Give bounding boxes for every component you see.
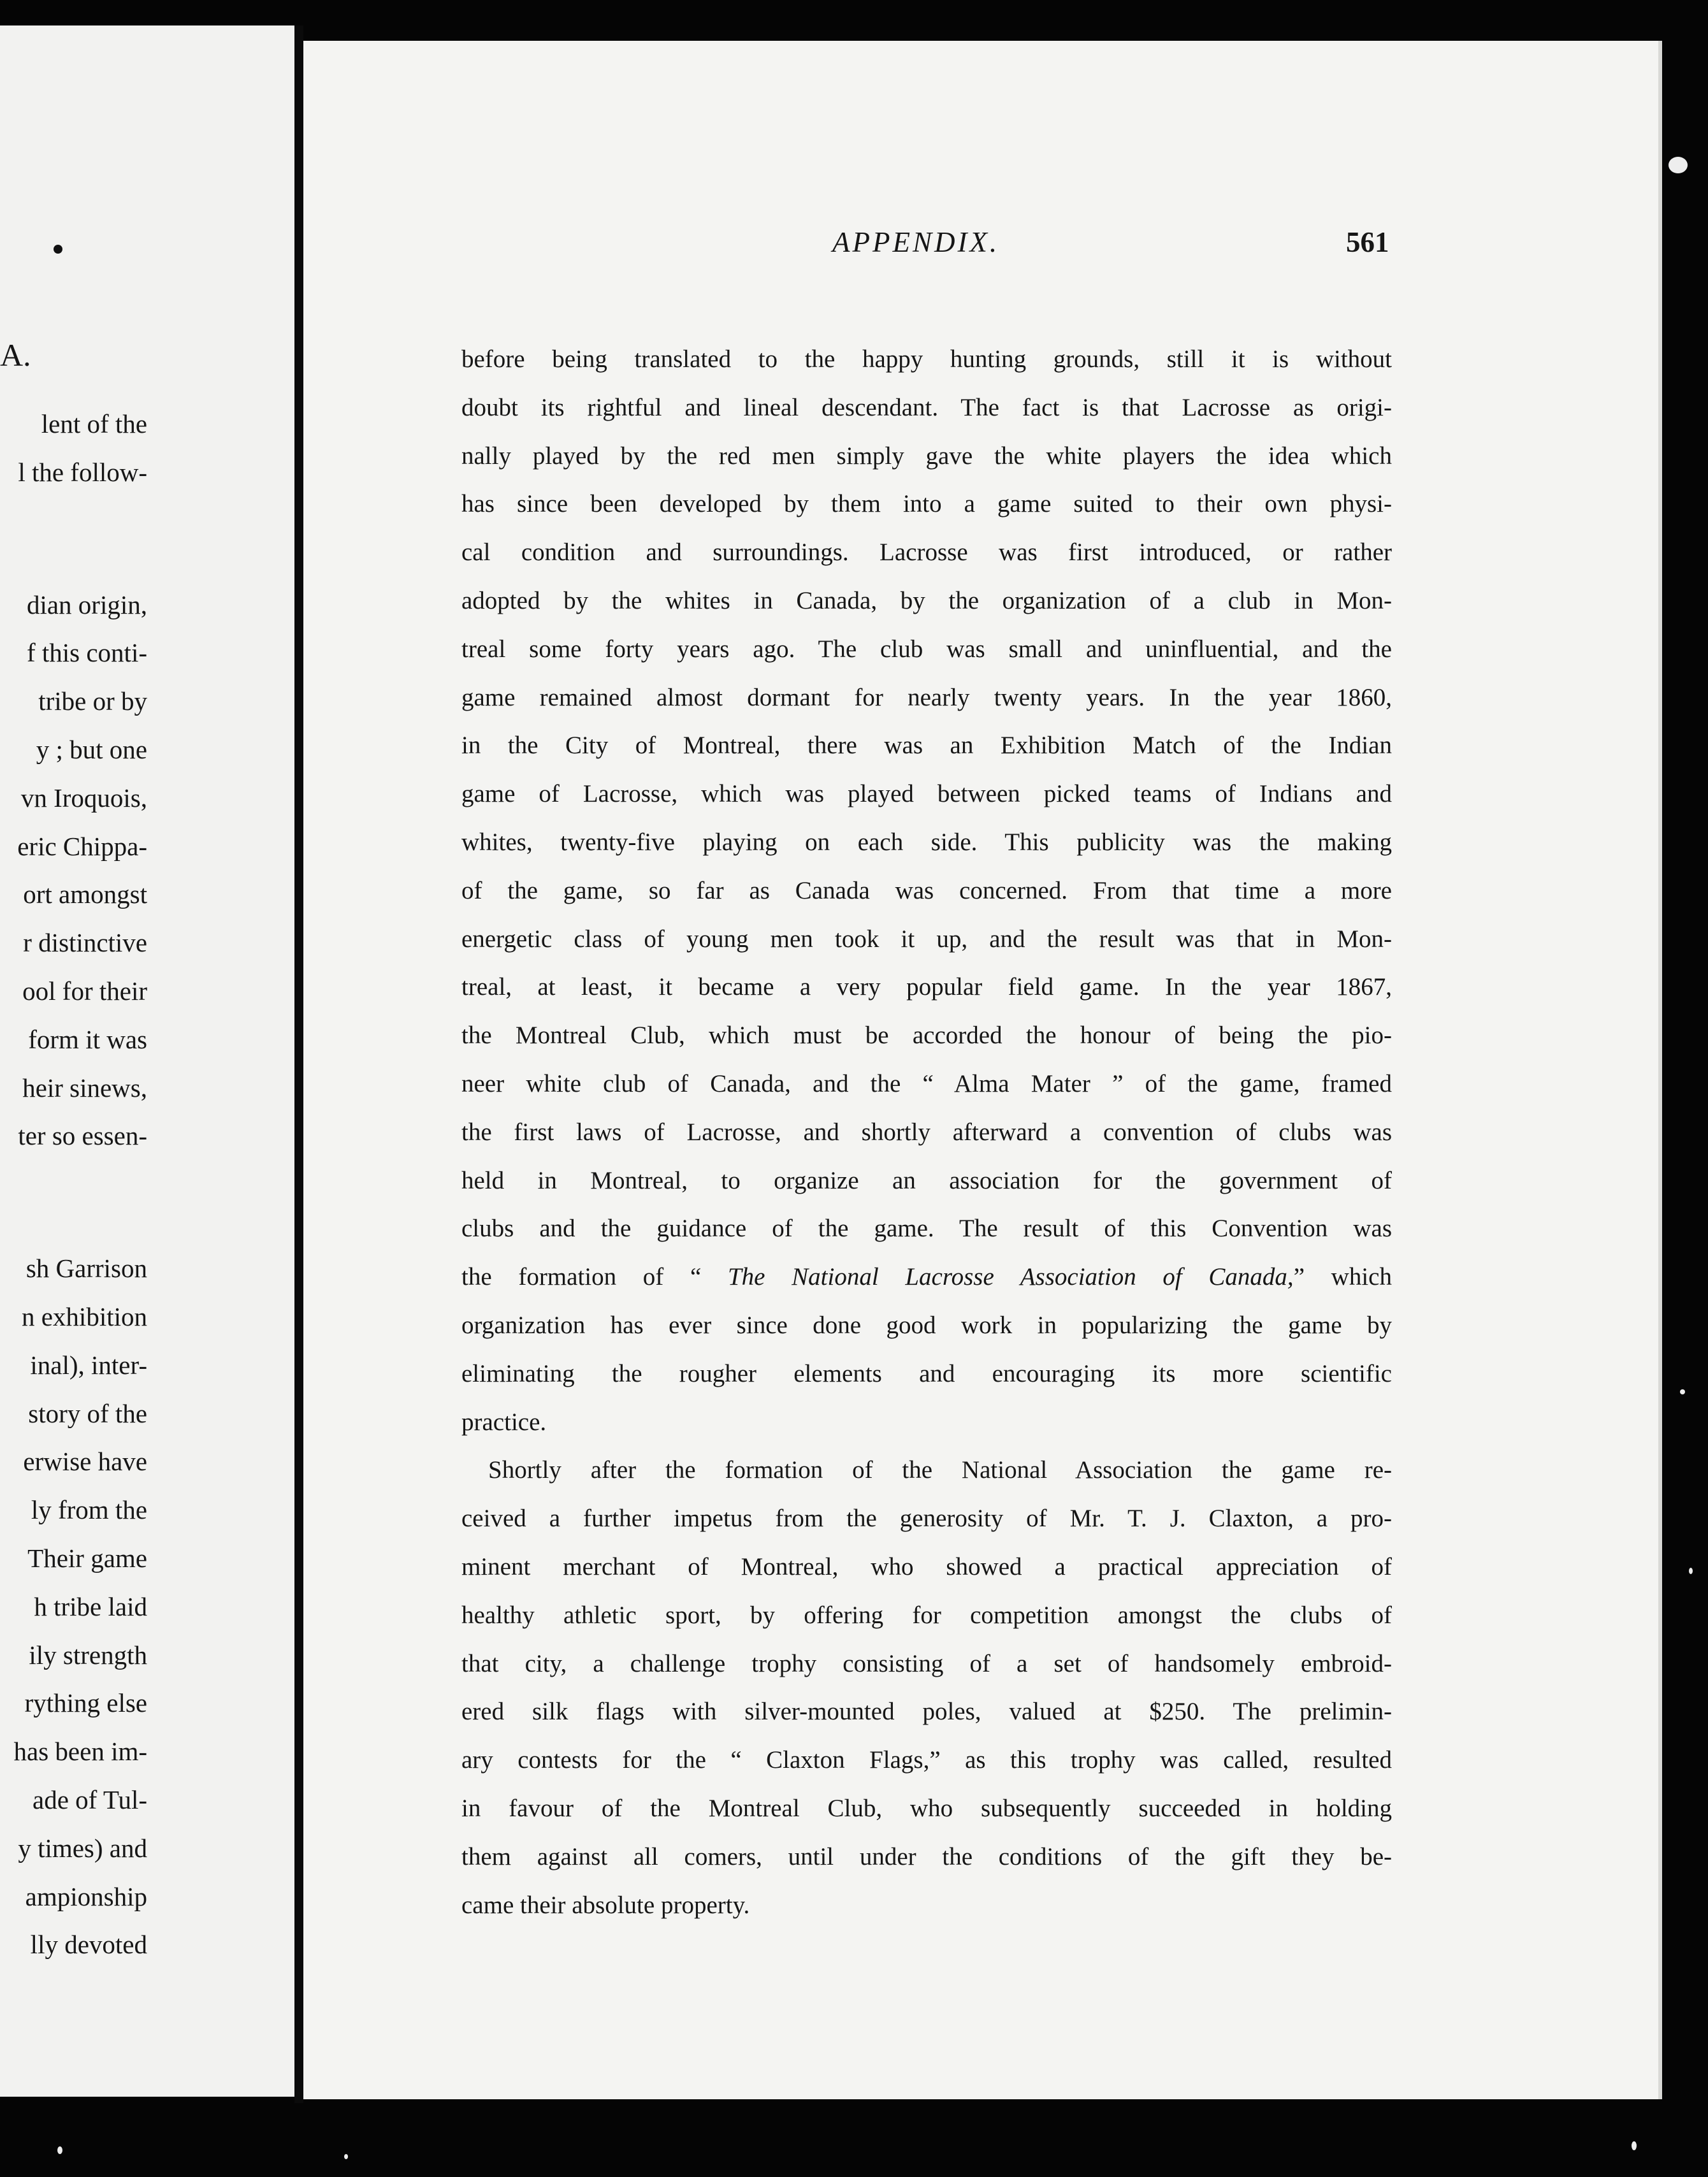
text-line: game remained almost dormant for nearly twenty years. In the year 1860,	[461, 683, 1392, 711]
scan-speck	[57, 2146, 62, 2154]
ink-dot	[54, 245, 62, 254]
left-line: y times) and	[18, 1833, 147, 1863]
text-line: neer white club of Canada, and the “ Alma Mater ” of the game, framed	[461, 1069, 1392, 1097]
left-line: lly devoted	[30, 1930, 147, 1960]
text-line: before being translated to the happy hunting grounds, still it is without	[461, 345, 1392, 373]
scan-speck	[1668, 157, 1688, 173]
left-heading-fragment: A.	[0, 337, 31, 373]
left-line-gap	[14, 1161, 147, 1245]
left-line: ade of Tul-	[33, 1784, 147, 1814]
scan-speck	[1680, 1389, 1685, 1394]
left-line: ort amongst	[23, 879, 147, 909]
text-line: eliminating the rougher elements and encouraging its more scientific	[461, 1359, 1392, 1387]
text-line: ered silk flags with silver-mounted poles, valued at $250. The prelimin-	[461, 1698, 1392, 1726]
text-line: came their absolute property.	[461, 1891, 750, 1919]
text-line: minent merchant of Montreal, who showed a practical appreciation of	[461, 1552, 1392, 1580]
left-line: erwise have	[23, 1447, 147, 1477]
left-line: heir sinews,	[22, 1073, 147, 1103]
scan-speck	[1689, 1568, 1693, 1574]
left-line: tribe or by	[38, 686, 147, 716]
text-fragment: ” which	[1293, 1263, 1392, 1291]
body-text	[461, 335, 1392, 1929]
left-line: eric Chippa-	[17, 831, 147, 861]
text-line: clubs and the guidance of the game. The result of this Convention was	[461, 1215, 1392, 1243]
left-line: ly from the	[31, 1495, 147, 1525]
running-head-title: APPENDIX.	[832, 226, 1000, 258]
scan-speck	[344, 2154, 348, 2159]
association-title: The National Lacrosse Association of Canada,	[727, 1263, 1294, 1291]
text-line: healthy athletic sport, by offering for competition amongst the clubs of	[461, 1601, 1392, 1629]
text-line: organization has ever since done good work in popularizing the game by	[461, 1311, 1392, 1339]
left-line-gap	[14, 497, 147, 581]
text-line: doubt its rightful and lineal descendant. The fact is that Lacrosse as origi-	[461, 393, 1392, 421]
left-line: inal), inter-	[30, 1350, 147, 1380]
left-line: vn Iroquois,	[20, 783, 147, 813]
left-line: form it was	[28, 1024, 147, 1054]
text-line: nally played by the red men simply gave the white players the idea which	[461, 442, 1392, 470]
running-head	[303, 226, 1662, 264]
left-line: r distinctive	[23, 928, 147, 958]
page-gutter	[294, 25, 303, 2103]
right-page	[303, 41, 1662, 2099]
left-line: ter so essen-	[18, 1121, 147, 1151]
text-line: of the game, so far as Canada was concerned. From that time a more	[461, 876, 1392, 904]
text-line: treal, at least, it became a very popular field game. In the year 1867,	[461, 973, 1392, 1001]
text-line: has since been developed by them into a game suited to their own physi-	[461, 490, 1392, 518]
left-line: rything else	[24, 1688, 147, 1718]
text-line: ary contests for the “ Claxton Flags,” as this trophy was called, resulted	[461, 1746, 1392, 1774]
left-line: dian origin,	[26, 589, 147, 619]
left-line: Their game	[27, 1543, 147, 1573]
left-line: l the follow-	[18, 457, 147, 487]
text-line: them against all comers, until under the conditions of the gift they be-	[461, 1842, 1392, 1870]
left-page-text	[14, 400, 147, 1969]
text-line: whites, twenty-five playing on each side. This publicity was the making	[461, 828, 1392, 856]
text-fragment: the formation of “	[461, 1263, 728, 1291]
text-line: the first laws of Lacrosse, and shortly afterward a convention of clubs was	[461, 1118, 1392, 1146]
text-line: energetic class of young men took it up, and the result was that in Mon-	[461, 925, 1392, 953]
text-line: in the City of Montreal, there was an Exhibition Match of the Indian	[461, 732, 1392, 760]
text-line: held in Montreal, to organize an association for the government of	[461, 1166, 1392, 1194]
left-line: y ; but one	[36, 734, 147, 764]
text-line: in favour of the Montreal Club, who subsequently succeeded in holding	[461, 1794, 1392, 1822]
text-line: cal condition and surroundings. Lacrosse was first introduced, or rather	[461, 539, 1392, 567]
scan-speck	[1632, 2141, 1637, 2150]
left-line: ool for their	[22, 976, 147, 1006]
left-line: story of the	[28, 1398, 147, 1428]
text-line-italic-title	[461, 1253, 1392, 1301]
left-page-fragment	[0, 25, 294, 2097]
text-line: Shortly after the formation of the National Association the game re-	[488, 1456, 1392, 1484]
left-line: ampionship	[25, 1881, 147, 1911]
left-line: ily strength	[29, 1640, 147, 1670]
text-line: the Montreal Club, which must be accorded the honour of being the pio-	[461, 1022, 1392, 1050]
text-line: treal some forty years ago. The club was small and uninfluential, and the	[461, 635, 1392, 663]
text-line: that city, a challenge trophy consisting of a set of handsomely embroid-	[461, 1649, 1392, 1677]
text-line: game of Lacrosse, which was played between picked teams of Indians and	[461, 780, 1392, 808]
left-line: sh Garrison	[25, 1254, 147, 1284]
text-line: ceived a further impetus from the generosity of Mr. T. J. Claxton, a pro-	[461, 1505, 1392, 1533]
text-line: practice.	[461, 1408, 547, 1436]
left-line: lent of the	[41, 409, 147, 438]
left-line: has been im-	[13, 1737, 147, 1767]
left-line: h tribe laid	[34, 1591, 147, 1621]
page-number: 561	[1346, 226, 1389, 258]
left-line: n exhibition	[21, 1301, 147, 1331]
left-line: f this conti-	[26, 638, 147, 668]
text-line: adopted by the whites in Canada, by the organization of a club in Mon-	[461, 586, 1392, 614]
